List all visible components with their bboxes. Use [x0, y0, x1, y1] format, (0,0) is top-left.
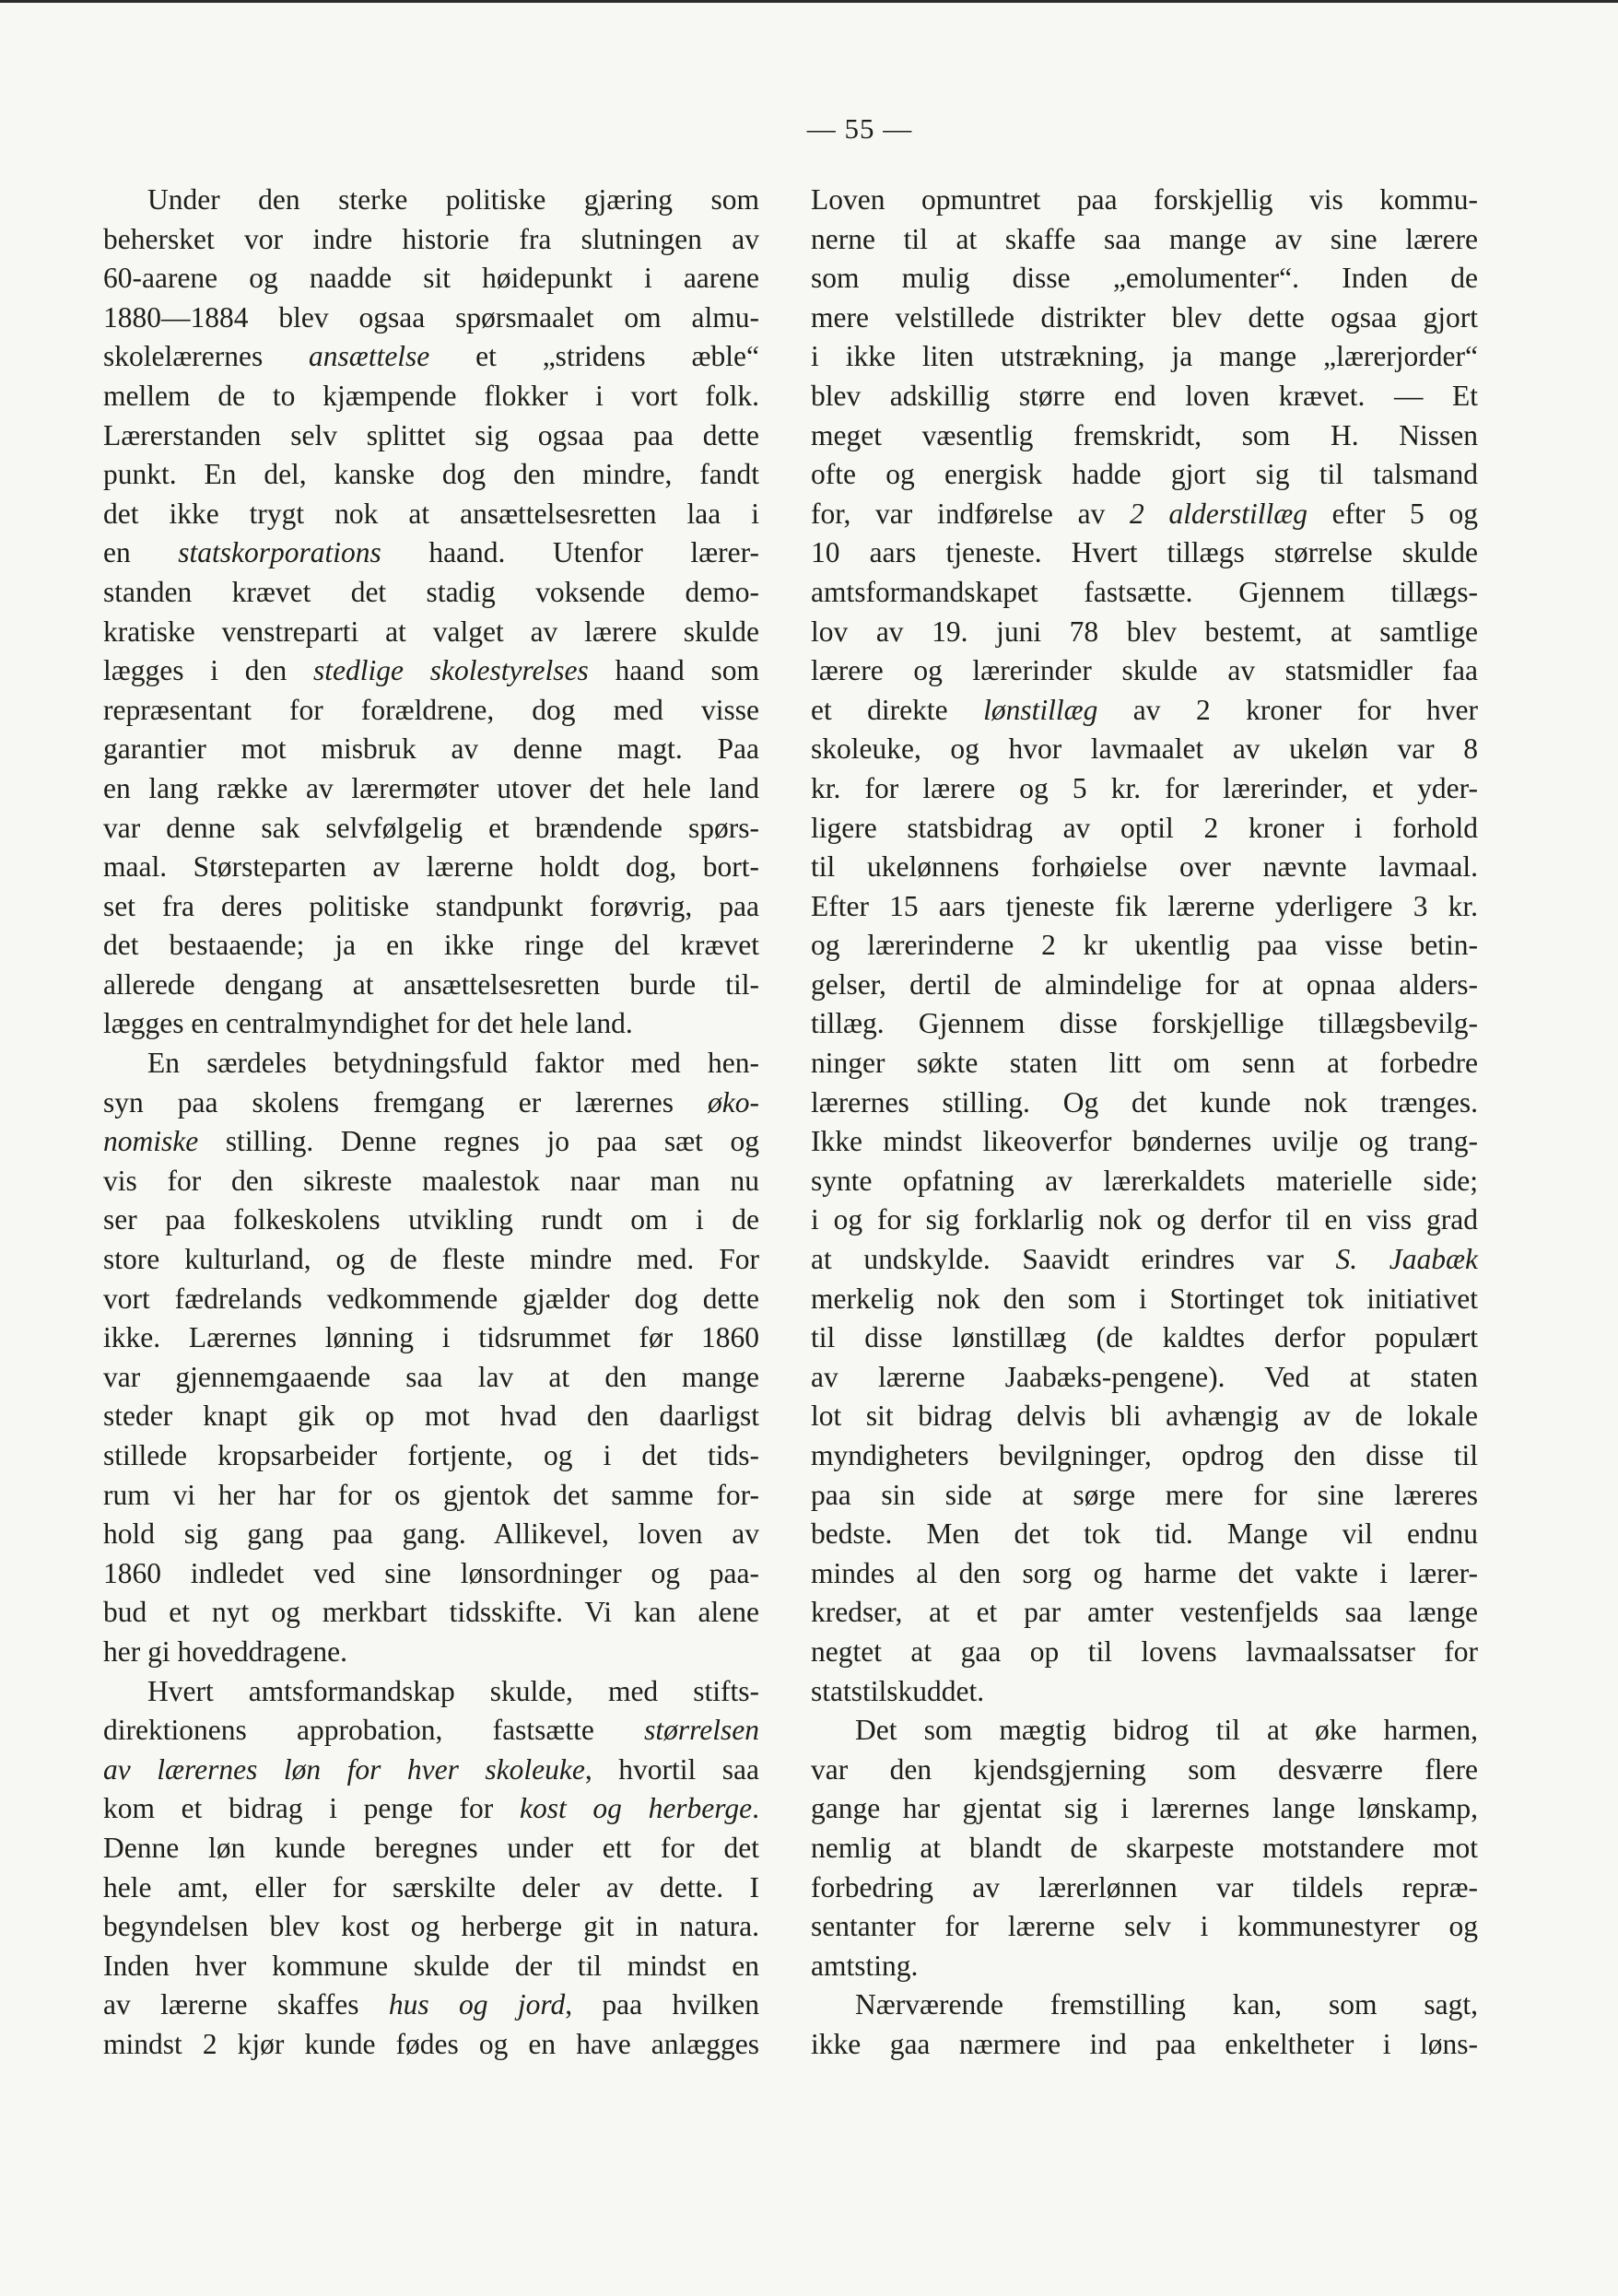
text-line: maal. Størsteparten av lærerne holdt dog, bort-: [103, 850, 759, 884]
text-line: at undskylde. Saavidt erindres var S. Jaabæk: [811, 1243, 1478, 1276]
text-line: til disse lønstillæg (de kaldtes derfor populært: [811, 1321, 1478, 1354]
text-line: allerede dengang at ansættelsesretten burde til-: [103, 967, 759, 1001]
text-line: kratiske venstreparti at valget av lærere skulde: [103, 615, 759, 648]
text-line: av lærernes løn for hver skoleuke, hvortil saa: [103, 1752, 759, 1786]
text-line: mindes al den sorg og harme det vakte i lærer-: [811, 1556, 1478, 1589]
text-line: ikke. Lærernes lønning i tidsrummet før 1860: [103, 1321, 759, 1354]
text-line: ikke gaa nærmere ind paa enkeltheter i løns-: [811, 2027, 1478, 2060]
text-line: et direkte lønstillæg av 2 kroner for hver: [811, 693, 1478, 726]
text-line: statstilskuddet.: [811, 1674, 985, 1707]
text-line: tillæg. Gjennem disse forskjellige tillægsbevilg-: [811, 1007, 1478, 1040]
text-line: vis for den sikreste maalestok naar man nu: [103, 1164, 759, 1197]
text-line: Efter 15 aars tjeneste fik lærerne yderligere 3 kr.: [811, 889, 1478, 922]
text-line: ligere statsbidrag av optil 2 kroner i forhold: [811, 811, 1478, 844]
text-line: bud et nyt og merkbart tidsskifte. Vi kan alene: [103, 1596, 759, 1629]
text-line: myndigheters bevilgninger, opdrog den disse til: [811, 1439, 1478, 1471]
text-line: hold sig gang paa gang. Allikevel, loven av: [103, 1517, 759, 1551]
left-column: [103, 181, 759, 2065]
text-line: kom et bidrag i penge for kost og herberge.: [103, 1792, 759, 1825]
text-line: i og for sig forklarlig nok og derfor til en viss grad: [811, 1203, 1478, 1236]
text-line: var den kjendsgjerning som desværre flere: [811, 1752, 1478, 1786]
text-line: skoleuke, og hvor lavmaalet av ukeløn var 8: [811, 732, 1478, 766]
text-line: Lærerstanden selv splittet sig ogsaa paa dette: [103, 418, 759, 451]
text-line: behersket vor indre historie fra slutningen av: [103, 222, 759, 255]
text-line: og lærerinderne 2 kr ukentlig paa visse betin-: [811, 929, 1478, 962]
text-line: sentanter for lærerne selv i kommunestyrer og: [811, 1910, 1478, 1943]
text-line: blev adskillig større end loven krævet. — Et: [811, 379, 1478, 412]
text-line: ser paa folkeskolens utvikling rundt om i de: [103, 1203, 759, 1236]
text-line: 10 aars tjeneste. Hvert tillægs størrelse skulde: [811, 536, 1478, 569]
text-line: var gjennemgaaende saa lav at den mange: [103, 1360, 759, 1393]
text-line: punkt. En del, kanske dog den mindre, fandt: [103, 458, 759, 491]
text-line: Nærværende fremstilling kan, som sagt,: [855, 1988, 1478, 2021]
text-line: bedste. Men det tok tid. Mange vil endnu: [811, 1517, 1478, 1551]
text-line: merkelig nok den som i Stortinget tok initiativet: [811, 1282, 1478, 1315]
text-line: lægges i den stedlige skolestyrelses haand som: [103, 654, 759, 687]
text-line: av lærerne skaffes hus og jord, paa hvilken: [103, 1988, 759, 2021]
text-line: repræsentant for forældrene, dog med visse: [103, 693, 759, 726]
text-line: synte opfatning av lærerkaldets materielle side;: [811, 1164, 1478, 1197]
text-line: Under den sterke politiske gjæring som: [147, 183, 759, 216]
text-line: mere velstillede distrikter blev dette ogsaa gjort: [811, 300, 1478, 334]
text-line: amtsting.: [811, 1949, 919, 1982]
text-line: 60-aarene og naadde sit høidepunkt i aarene: [103, 262, 759, 295]
text-line: amtsformandskapet fastsætte. Gjennem tillægs-: [811, 575, 1478, 608]
text-line: lov av 19. juni 78 blev bestemt, at samtlige: [811, 615, 1478, 648]
text-line: mindst 2 kjør kunde fødes og en have anlægges: [103, 2027, 759, 2060]
text-line: Inden hver kommune skulde der til mindst en: [103, 1949, 759, 1982]
text-line: var denne sak selvfølgelig et brændende spørs-: [103, 811, 759, 844]
page-number: — 55 —: [806, 112, 913, 145]
text-line: Hvert amtsformandskap skulde, med stifts-: [147, 1674, 759, 1707]
text-line: forbedring av lærerlønnen var tildels repræ-: [811, 1870, 1478, 1904]
text-line: Det som mægtig bidrog til at øke harmen,: [855, 1714, 1478, 1747]
text-line: garantier mot misbruk av denne magt. Paa: [103, 732, 759, 766]
text-line: nerne til at skaffe saa mange av sine lærere: [811, 222, 1478, 255]
text-line: en lang række av lærermøter utover det hele land: [103, 771, 759, 804]
right-column: [811, 181, 1478, 2065]
text-line: av lærerne Jaabæks-pengene). Ved at staten: [811, 1360, 1478, 1393]
text-line: 1860 indledet ved sine lønsordninger og paa-: [103, 1556, 759, 1589]
text-line: Denne løn kunde beregnes under ett for det: [103, 1831, 759, 1864]
text-line: nomiske stilling. Denne regnes jo paa sæt og: [103, 1125, 759, 1158]
text-line: Ikke mindst likeoverfor bøndernes uvilje og trang-: [811, 1125, 1478, 1158]
text-line: steder knapt gik op mot hvad den daarligst: [103, 1400, 759, 1433]
text-line: vort fædrelands vedkommende gjælder dog dette: [103, 1282, 759, 1315]
scan-top-border: [0, 0, 1618, 3]
text-line: det bestaaende; ja en ikke ringe del krævet: [103, 929, 759, 962]
text-line: skolelærernes ansættelse et „stridens æble“: [103, 340, 759, 373]
text-line: det ikke trygt nok at ansættelsesretten laa i: [103, 497, 759, 530]
text-line: rum vi her har for os gjentok det samme for-: [103, 1478, 759, 1511]
text-line: mellem de to kjæmpende flokker i vort folk.: [103, 379, 759, 412]
text-line: nemlig at blandt de skarpeste motstandere mot: [811, 1831, 1478, 1864]
text-line: lægges en centralmyndighet for det hele land.: [103, 1007, 633, 1040]
text-line: her gi hoveddragene.: [103, 1634, 348, 1668]
text-line: som mulig disse „emolumenter“. Inden de: [811, 262, 1478, 295]
text-line: til ukelønnens forhøielse over nævnte lavmaal.: [811, 850, 1478, 884]
text-line: meget væsentlig fremskridt, som H. Nissen: [811, 418, 1478, 451]
text-line: hele amt, eller for særskilte deler av dette. I: [103, 1870, 759, 1904]
text-line: gelser, dertil de almindelige for at opnaa alders-: [811, 967, 1478, 1001]
text-line: begyndelsen blev kost og herberge git in natura.: [103, 1910, 759, 1943]
text-line: paa sin side at sørge mere for sine læreres: [811, 1478, 1478, 1511]
text-line: lot sit bidrag delvis bli avhængig av de lokale: [811, 1400, 1478, 1433]
text-line: en statskorporations haand. Utenfor lærer-: [103, 536, 759, 569]
text-line: lærere og lærerinder skulde av statsmidler faa: [811, 654, 1478, 687]
text-line: gange har gjentat sig i lærernes lange lønskamp,: [811, 1792, 1478, 1825]
text-line: store kulturland, og de fleste mindre med. For: [103, 1243, 759, 1276]
text-line: lærernes stilling. Og det kunde nok trænges.: [811, 1085, 1478, 1119]
text-line: stillede kropsarbeider fortjente, og i det tids-: [103, 1439, 759, 1471]
text-line: direktionens approbation, fastsætte størrelsen: [103, 1714, 759, 1747]
text-line: Loven opmuntret paa forskjellig vis kommu-: [811, 183, 1478, 216]
text-line: kr. for lærere og 5 kr. for lærerinder, et yder-: [811, 771, 1478, 804]
text-line: set fra deres politiske standpunkt forøvrig, paa: [103, 889, 759, 922]
text-line: for, var indførelse av 2 alderstillæg efter 5 og: [811, 497, 1478, 530]
text-line: standen krævet det stadig voksende demo-: [103, 575, 759, 608]
text-line: 1880—1884 blev ogsaa spørsmaalet om almu-: [103, 300, 759, 334]
text-line: En særdeles betydningsfuld faktor med hen-: [147, 1047, 759, 1080]
text-line: i ikke liten utstrækning, ja mange „lærerjorder“: [811, 340, 1478, 373]
text-line: ofte og energisk hadde gjort sig til talsmand: [811, 458, 1478, 491]
text-line: syn paa skolens fremgang er lærernes øko-: [103, 1085, 759, 1119]
text-line: ninger søkte staten litt om senn at forbedre: [811, 1047, 1478, 1080]
text-line: kredser, at et par amter vestenfjelds saa længe: [811, 1596, 1478, 1629]
text-line: negtet at gaa op til lovens lavmaalssatser for: [811, 1634, 1478, 1668]
